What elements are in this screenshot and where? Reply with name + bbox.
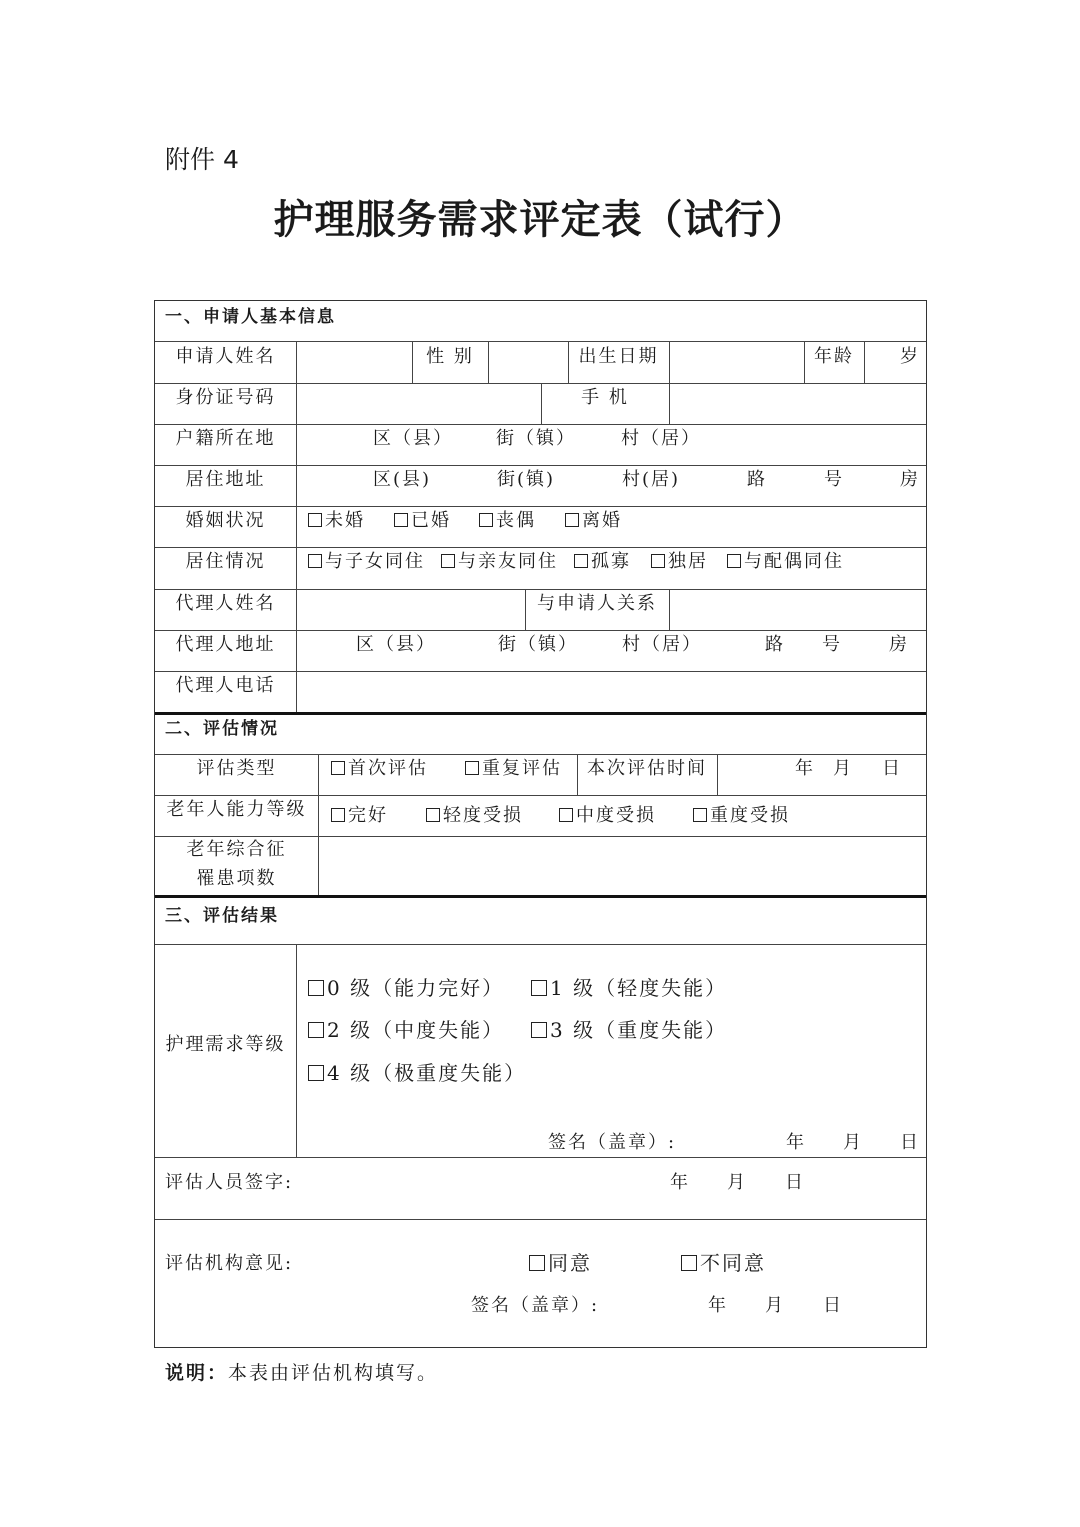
section-heading-applicant: 一、申请人基本信息 <box>165 307 336 327</box>
ability-option[interactable]: 重度受损 <box>693 805 790 827</box>
living-label: 居住情况 <box>185 551 266 572</box>
result-day: 日 <box>900 1132 920 1153</box>
checkbox-icon[interactable] <box>559 808 573 822</box>
age-unit: 岁 <box>900 346 920 367</box>
checkbox-icon[interactable] <box>465 761 479 775</box>
agent-number: 号 <box>822 634 842 655</box>
gender-label: 性 别 <box>426 346 474 367</box>
checkbox-icon[interactable] <box>441 554 455 568</box>
assessment-form <box>154 300 927 1348</box>
checkbox-icon[interactable] <box>651 554 665 568</box>
result-month: 月 <box>843 1132 863 1153</box>
living-option[interactable]: 孤寡 <box>574 551 631 573</box>
org-opinion-label: 评估机构意见: <box>165 1253 294 1274</box>
assessment-day: 日 <box>882 758 902 779</box>
checkbox-icon[interactable] <box>479 513 493 527</box>
ability-level-label: 老年人能力等级 <box>166 799 307 820</box>
agent-address-label: 代理人地址 <box>175 634 276 655</box>
checkbox-icon[interactable] <box>308 980 324 996</box>
assessor-signature-label: 评估人员签字: <box>165 1172 294 1193</box>
org-day: 日 <box>823 1295 843 1316</box>
agent-road: 路 <box>765 634 785 655</box>
care-level-option[interactable]: 2 级（中度失能） <box>308 1018 504 1042</box>
checkbox-icon[interactable] <box>531 1022 547 1038</box>
assessor-year: 年 <box>670 1172 690 1193</box>
section-heading-assessment: 二、评估情况 <box>165 719 279 739</box>
agent-village: 村（居） <box>622 634 702 655</box>
checkbox-icon[interactable] <box>531 980 547 996</box>
org-month: 月 <box>765 1295 785 1316</box>
agent-room: 房 <box>889 634 909 655</box>
living-option[interactable]: 与配偶同住 <box>727 551 844 573</box>
marital-label: 婚姻状况 <box>185 510 266 531</box>
agent-street: 街（镇） <box>498 634 578 655</box>
residence-number: 号 <box>824 469 844 490</box>
marital-option[interactable]: 离婚 <box>565 510 622 532</box>
section-heading-result: 三、评估结果 <box>165 906 279 926</box>
checkbox-icon[interactable] <box>529 1255 545 1271</box>
syndrome-label-line1: 老年综合征 <box>186 839 287 860</box>
care-level-label: 护理需求等级 <box>165 1034 286 1055</box>
ability-option[interactable]: 中度受损 <box>559 805 656 827</box>
phone-label: 手 机 <box>581 387 629 408</box>
ability-option[interactable]: 轻度受损 <box>426 805 523 827</box>
assessment-type-option[interactable]: 首次评估 <box>331 758 428 780</box>
assessment-year: 年 <box>795 758 815 779</box>
agent-phone-label: 代理人电话 <box>175 675 276 696</box>
result-signature-label: 签名（盖章）: <box>548 1132 677 1153</box>
residence-district: 区(县) <box>373 469 432 490</box>
assessment-type-label: 评估类型 <box>196 758 277 779</box>
assessment-month: 月 <box>833 758 853 779</box>
org-signature-label: 签名（盖章）: <box>471 1295 600 1316</box>
hukou-village: 村（居） <box>621 428 701 449</box>
page-title: 护理服务需求评定表（试行） <box>273 197 807 243</box>
agent-name-label: 代理人姓名 <box>175 593 276 614</box>
assessment-type-option[interactable]: 重复评估 <box>465 758 562 780</box>
checkbox-icon[interactable] <box>308 1022 324 1038</box>
ability-option[interactable]: 完好 <box>331 805 388 827</box>
relation-label: 与申请人关系 <box>537 593 657 614</box>
result-year: 年 <box>786 1132 806 1153</box>
age-label: 年龄 <box>814 346 854 367</box>
checkbox-icon[interactable] <box>308 554 322 568</box>
org-year: 年 <box>708 1295 728 1316</box>
checkbox-icon[interactable] <box>308 513 322 527</box>
living-option[interactable]: 与亲友同住 <box>441 551 558 573</box>
residence-village: 村(居) <box>622 469 681 490</box>
living-option[interactable]: 独居 <box>651 551 708 573</box>
assessment-time-label: 本次评估时间 <box>587 758 707 779</box>
syndrome-label-line2: 罹患项数 <box>196 868 277 889</box>
marital-option[interactable]: 丧偶 <box>479 510 536 532</box>
checkbox-icon[interactable] <box>426 808 440 822</box>
attachment-label: 附件 4 <box>165 145 239 174</box>
birth-date-label: 出生日期 <box>578 346 659 367</box>
footnote-text: 本表由评估机构填写。 <box>228 1362 439 1384</box>
checkbox-icon[interactable] <box>681 1255 697 1271</box>
care-level-option[interactable]: 0 级（能力完好） <box>308 976 504 1000</box>
checkbox-icon[interactable] <box>693 808 707 822</box>
assessor-day: 日 <box>785 1172 805 1193</box>
footnote <box>165 1358 438 1385</box>
checkbox-icon[interactable] <box>331 761 345 775</box>
assessor-month: 月 <box>727 1172 747 1193</box>
footnote-label: 说明： <box>165 1362 229 1384</box>
care-level-option[interactable]: 1 级（轻度失能） <box>531 976 727 1000</box>
care-level-option[interactable]: 4 级（极重度失能） <box>308 1061 526 1085</box>
hukou-district: 区（县） <box>373 428 453 449</box>
marital-option[interactable]: 已婚 <box>394 510 451 532</box>
care-level-option[interactable]: 3 级（重度失能） <box>531 1018 727 1042</box>
org-opinion-option[interactable]: 同意 <box>529 1251 592 1275</box>
hukou-street: 街（镇） <box>496 428 576 449</box>
org-opinion-option[interactable]: 不同意 <box>681 1251 766 1275</box>
checkbox-icon[interactable] <box>331 808 345 822</box>
residence-label: 居住地址 <box>185 469 266 490</box>
checkbox-icon[interactable] <box>308 1065 324 1081</box>
residence-street: 街(镇) <box>497 469 556 490</box>
residence-room: 房 <box>900 469 920 490</box>
checkbox-icon[interactable] <box>574 554 588 568</box>
checkbox-icon[interactable] <box>565 513 579 527</box>
hukou-label: 户籍所在地 <box>175 428 276 449</box>
name-label: 申请人姓名 <box>175 346 276 367</box>
residence-road: 路 <box>747 469 767 490</box>
living-option[interactable]: 与子女同住 <box>308 551 425 573</box>
checkbox-icon[interactable] <box>727 554 741 568</box>
marital-option[interactable]: 未婚 <box>308 510 365 532</box>
id-number-label: 身份证号码 <box>175 387 276 408</box>
checkbox-icon[interactable] <box>394 513 408 527</box>
agent-district: 区（县） <box>356 634 436 655</box>
